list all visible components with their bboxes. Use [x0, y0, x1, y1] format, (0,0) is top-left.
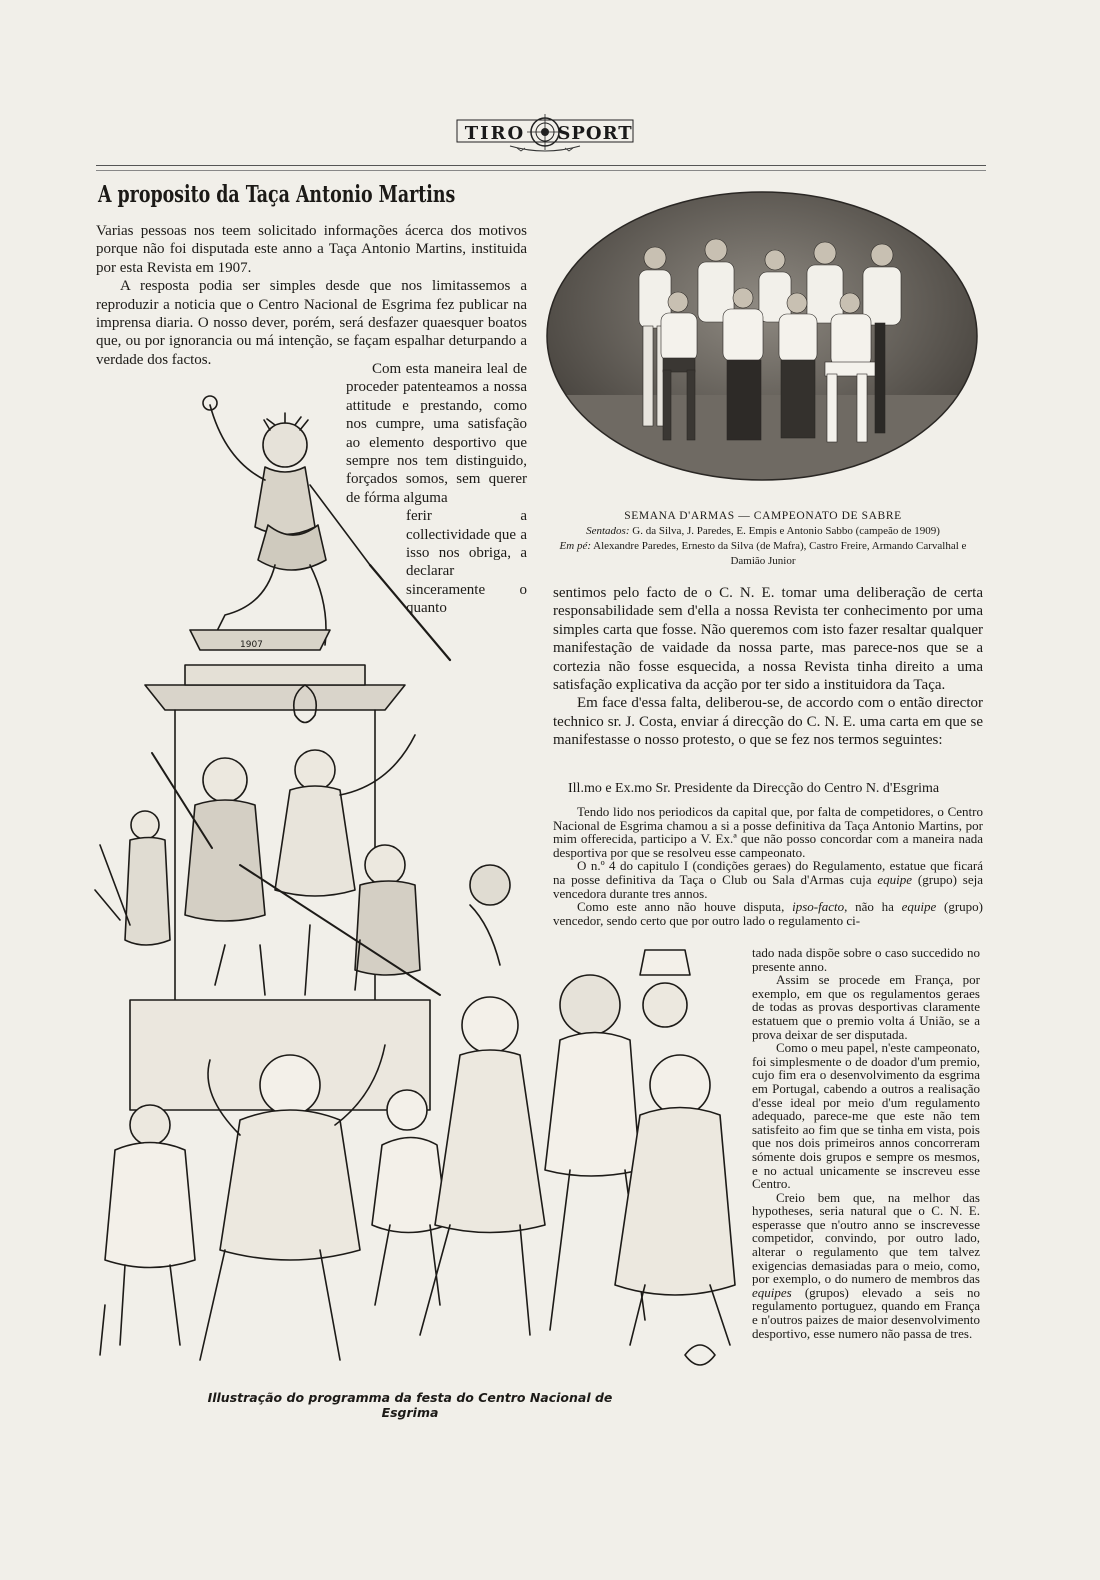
- letter-p6-text-end: (grupos) elevado a seis no regulamento portuguez, quando em França e n'outros paizes de maior desenvolvimento desportivo, esse numero não passa de tres.: [752, 1284, 980, 1341]
- letter-p2-emphasis: equipe: [877, 871, 913, 887]
- caption-standing-names: Alexandre Paredes, Ernesto da Silva (de Mafra), Castro Freire, Armando Carvalhal e Damião Junior: [593, 540, 967, 567]
- letter-paragraph-4: Assim se procede em França, por exemplo, em que os regulamentos geraes de todas as provas desportivas claramente estatuem que o premio volta á União, se a prova deixar de ser disputada.: [752, 972, 980, 1042]
- letter-paragraph-1: Tendo lido nos periodicos da capital que, por falta de competidores, o Centro Nacional de Esgrima chamou a si a posse definitiva da Taça Antonio Martins, por mim offerecida, participo a V. Ex.ª que não posso concordar com a maneira nada desportiva por que se resolveu esse campeonato.: [553, 804, 983, 860]
- paragraph-1: Varias pessoas nos teem solicitado informações ácerca dos motivos porque não foi disputada este anno a Taça Antonio Martins, instituida por esta Revista em 1907.: [96, 223, 527, 276]
- caption-seated-label: Sentados:: [586, 525, 630, 537]
- letter-p6-emphasis: equipes: [752, 1284, 792, 1300]
- masthead-tiro: TIRO: [464, 123, 526, 144]
- caption-title: SEMANA D'ARMAS — CAMPEONATO DE SABRE: [624, 510, 902, 522]
- letter-p3-text: Como este anno não houve disputa,: [577, 899, 793, 915]
- paragraph-3c: sentimos pelo facto de o C. N. E. tomar uma deliberação de certa responsabilidade sem d'ella a nossa Revista ter conhecimento por uma simples carta que fosse. Não queremos com isto fazer resaltar qualquer manifestação de vaidade da nossa parte, mas parece-nos que se a cortezia não fosse esquecida, a nossa Revista tinha direito a uma satisfação explicativa da acção por ter sido a instituidora da Taça.: [553, 585, 983, 694]
- statue-figure: [190, 396, 450, 660]
- letter-p2-text-end: (grupo) seja vencedora durante tres annos.: [553, 871, 983, 901]
- header-rule: [96, 165, 986, 166]
- letter-p6-text: Creio bem que, na melhor das hypotheses, seria natural que o C. N. E. esperasse que n'outro anno se inscrevesse competidor, convindo, por outro lado, alterar o regulamento que tem talvez exigencias demasiadas para o meio, como, por exemplo, o do numero de membros das: [752, 1189, 980, 1287]
- letter-salutation: Ill.mo e Ex.mo Sr. Presidente da Direcção do Centro N. d'Esgrima: [568, 781, 940, 796]
- caption-seated-names: G. da Silva, J. Paredes, E. Empis e Antonio Sabbo (campeão de 1909): [632, 525, 940, 537]
- paragraph-3a: Com esta maneira leal de proceder patenteamos a nossa attitude e prestando, como nos cumpre, uma satisfação ao elemento desportivo que sempre nos tem distinguido, forçados somos, sem querer de fórma alguma: [346, 361, 527, 506]
- article-intro: [96, 222, 527, 369]
- caption-standing-label: Em pé:: [559, 540, 592, 552]
- masthead-logo: [455, 112, 635, 156]
- paragraph-4: Em face d'essa falta, deliberou-se, de accordo com o então director technico sr. J. Costa, enviar á direcção do C. N. E. uma carta em que se manifestasse o nosso protesto, o que se fez nos termos seguintes:: [553, 695, 983, 749]
- header-rule-thin: [96, 170, 986, 171]
- statue-group-figures: [95, 735, 510, 995]
- article-title: A proposito da Taça Antonio Martins: [98, 181, 456, 208]
- masthead-sport: SPORT: [557, 123, 633, 144]
- letter-paragraph-3-cont: tado nada dispõe sobre o caso succedido no presente anno.: [752, 945, 980, 974]
- letter-p2-text: O n.º 4 do capitulo I (condições geraes) do Regulamento, estatue que ficará na posse definitiva da Taça o Club ou Sala d'Armas cuja: [553, 858, 983, 887]
- statue-year: 1907: [240, 640, 263, 650]
- letter-paragraph-6: [752, 1191, 980, 1341]
- letter-p3-emphasis-1: ipso-facto: [792, 899, 845, 915]
- letter-p3-text-mid: , não ha: [844, 899, 902, 915]
- illustration-caption: Illustração do programma da festa do Centro Nacional de Esgrima: [207, 1390, 613, 1420]
- letter-paragraph-5: Como o meu papel, n'este campeonato, foi simplesmente o de doador d'um premio, cujo fim era o desenvolvimento da esgrima em Portugal, cabendo a outros a realisação d'esse ideal por meio d'um regulamento adequado, parece-me que este não tem satisfeito ao fim que se tinha em vista, pois que nos dois primeiros annos concorreram sómente dois grupos e sempre os mesmos, e no actual unicamente se inscreveu esse Centro.: [752, 1040, 980, 1192]
- letter-p3-text-end: (grupo) vencedor, sendo certo que por outro lado o regulamento ci-: [553, 899, 983, 928]
- paragraph-3b: ferir a collectividade que a isso nos obriga, a declarar sinceramente o quanto: [406, 508, 527, 617]
- paragraph-2: A resposta podia ser simples desde que nos limitassemos a reproduzir a noticia que o Centro Nacional de Esgrima fez publicar na imprensa diaria. O nosso dever, porém, será desfazer quaesquer boatos que, ou por ignorancia ou má intenção, se façam espalhar deturpando a verdade dos factos.: [96, 278, 527, 368]
- caricature-illustration: [90, 385, 740, 1385]
- letter-p3-emphasis-2: equipe: [901, 899, 937, 915]
- letter-body-narrow: [752, 946, 980, 1340]
